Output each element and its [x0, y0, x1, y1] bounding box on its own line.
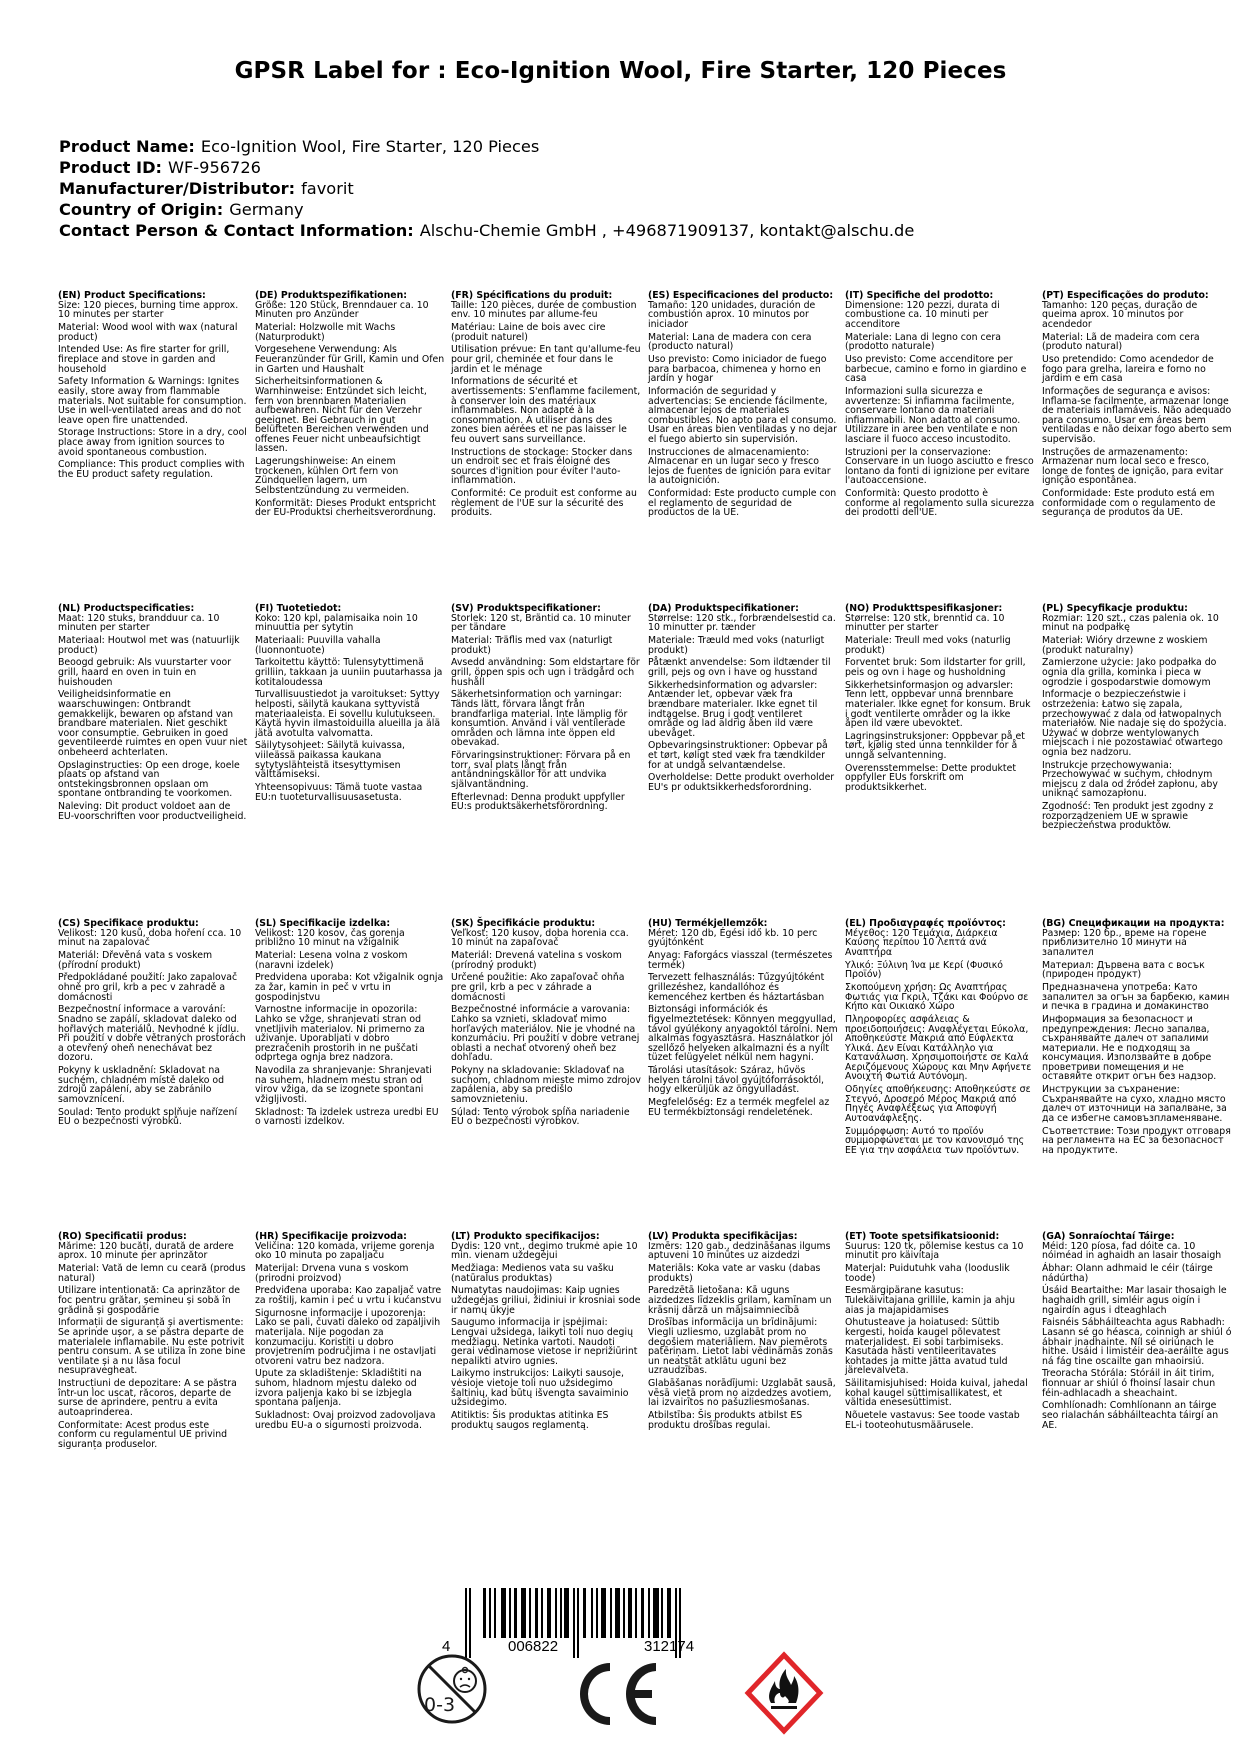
spec-paragraph: Uso pretendido: Como acendedor de fogo para grelha, lareira e forno no jardim e em casa	[1042, 353, 1214, 385]
spec-paragraph: Taille: 120 pièces, durée de combustion env. 10 minutes par allume-feu	[451, 299, 637, 321]
spec-paragraph: Størrelse: 120 stk., forbrændelsestid ca. 10 minutter pr. tænder	[648, 612, 836, 634]
spec-heading: (CS) Specifikace produktu:	[58, 918, 199, 929]
spec-paragraph: Υλικό: Ξύλινη Ίνα με Κερί (Φυσικό Προϊόν)	[845, 959, 1003, 981]
spec-heading: (HU) Termékjellemzők:	[648, 918, 768, 929]
barcode-bar	[623, 1588, 625, 1638]
spec-paragraph: Größe: 120 Stück, Brenndauer ca. 10 Minuten pro Anzünder	[255, 299, 429, 321]
barcode-group-left: 006822	[508, 1638, 559, 1655]
spec-heading: (RO) Specificatii produs:	[58, 1231, 187, 1242]
value: Eco-Ignition Wool, Fire Starter, 120 Pieces	[200, 137, 540, 156]
spec-heading: (LT) Produkto specifikacijos:	[451, 1231, 600, 1242]
spec-paragraph: Instructions de stockage: Stocker dans un endroit sec et frais éloigné des sources d'ignition pour éviter l'auto-inflammation.	[451, 446, 633, 487]
spec-paragraph: Información de seguridad y advertencias: Se enciende fácilmente, almacenar lejos de materiales combustibles. No apto para el consumo. Usar en áreas bien ventiladas y no dejar el fuego abierto sin supervisión.	[648, 385, 837, 445]
spec-paragraph: Säilytysohjeet: Säilytä kuivassa, viileässä paikassa kaukana sytytyslähteistä itsesyttymisen välttämiseksi.	[255, 740, 406, 781]
spec-paragraph: Anyag: Faforgács viasszal (természetes termék)	[648, 949, 833, 971]
spec-block	[648, 291, 838, 521]
spec-paragraph: Nõuetele vastavus: See toode vastab EL-i tooteohutusmäärusele.	[845, 1410, 1020, 1431]
spec-paragraph: Méret: 120 db, Égési idő kb. 10 perc gyújtónként	[648, 927, 818, 949]
spec-paragraph: Paredzētā lietošana: Kā uguns aizdedzes līdzeklis grilam, kamīnam un krāsnij dārzā un mājsaimniecībā	[648, 1285, 832, 1316]
barcode-bar	[653, 1588, 659, 1638]
spec-paragraph: Utilisation prévue: En tant qu'allume-feu pour gril, cheminée et four dans le jardin et le ménage	[451, 344, 641, 375]
spec-paragraph: Conformità: Questo prodotto è conforme al regolamento sulla sicurezza dei prodotti dell'UE.	[845, 488, 1035, 519]
label: Product Name:	[59, 137, 195, 156]
spec-paragraph: Ábhar: Olann adhmaid le céir (táirge nádúrtha)	[1042, 1262, 1213, 1284]
spec-block	[1042, 919, 1232, 1159]
spec-paragraph: Numatytas naudojimas: Kaip ugnies uždegėjas griliui, židiniui ir krosniai sode ir namų ūkyje	[451, 1285, 641, 1316]
spec-heading: (FI) Tuotetiedot:	[255, 603, 342, 614]
spec-paragraph: Förvaringsinstruktioner: Förvara på en torr, sval plats långt från antändningskällor för att undvika självantändning.	[451, 750, 631, 790]
spec-block	[845, 1232, 1035, 1433]
barcode-bar	[560, 1588, 562, 1638]
spec-paragraph: Tárolási utasítások: Száraz, hűvös helyen tárolni távol gyújtóforrásoktól, hogy elkerüljük az öngyulladást.	[648, 1065, 825, 1096]
barcode-bar	[641, 1588, 644, 1638]
spec-paragraph: Sicherheitsinformationen & Warnhinweise: Entzündet sich leicht, fern von brennbaren Materialien aufbewahren. Nicht für den Verzehr geeignet. Bei Gebrauch in gut belüfteten Bereichen verwenden und offenes Feuer nicht unbeaufsichtigt lassen.	[255, 376, 429, 455]
spec-paragraph: Suurus: 120 tk, põlemise kestus ca 10 minutit pro käivitaja	[845, 1240, 1024, 1262]
spec-paragraph: Zgodność: Ten produkt jest zgodny z rozporządzeniem UE w sprawie bezpieczeństwa produktów.	[1042, 801, 1214, 832]
spec-paragraph: Velikost: 120 kosov, čas gorenja približno 10 minut na vžigalnik	[255, 927, 405, 949]
spec-paragraph: Instrukcje przechowywania: Przechowywać w suchym, chłodnym miejscu z dala od źródeł zapłonu, aby uniknąć samozapłonu.	[1042, 759, 1218, 800]
spec-paragraph: Οδηγίες αποθήκευσης: Αποθηκεύστε σε Στεγνό, Δροσερό Μέρος Μακριά από Πηγές Αναφλέξεως για Αποφυγή Αυτοανάφλεξης.	[845, 1084, 1031, 1125]
barcode-bar	[596, 1588, 598, 1638]
spec-block	[255, 919, 445, 1130]
spec-paragraph: Súlad: Tento výrobok spĺňa nariadenie EÚ o bezpečnosti výrobkov.	[451, 1106, 630, 1128]
spec-heading: (SL) Specifikacije izdelka:	[255, 918, 391, 929]
spec-paragraph: Medžiaga: Medienos vata su vašku (natūralus produktas)	[451, 1262, 614, 1284]
spec-block	[648, 1232, 838, 1433]
spec-paragraph: Materiaal: Houtwol met was (natuurlijk product)	[58, 634, 240, 656]
spec-paragraph: Информация за безопасност и предупреждения: Лесно запалва, съхранявайте далеч от запалими материали. Не е подходящ за консумация. Използвайте в добре проветриви помещения и не оставяйте открит огън без надзор.	[1042, 1013, 1217, 1083]
spec-paragraph: Istruzioni per la conservazione: Conservare in un luogo asciutto e fresco lontano da fonti di ignizione per evitare l'autoaccensione.	[845, 446, 1034, 487]
spec-paragraph: Size: 120 pieces, burning time approx. 10 minutes per starter	[58, 299, 239, 321]
spec-paragraph: Предназначена употреба: Като запалител за огън за барбекю, камин и печка в градина и домакинство	[1042, 981, 1230, 1013]
spec-paragraph: Instrucțiuni de depozitare: A se păstra într-un loc uscat, răcoros, departe de surse de aprindere, pentru a evita autoaprinderea.	[58, 1378, 237, 1418]
spec-paragraph: Utilizare intenționată: Ca aprinzător de foc pentru grătar, șemineu și sobă în grădină și gospodărie	[58, 1285, 240, 1316]
spec-heading: (ES) Especificaciones del producto:	[648, 290, 834, 301]
spec-paragraph: Materiale: Træuld med voks (naturligt produkt)	[648, 634, 825, 656]
spec-heading: (EN) Product Specifications:	[58, 290, 206, 301]
spec-paragraph: Material: Lesena volna z voskom (naravni izdelek)	[255, 949, 408, 971]
spec-paragraph: Atbilstība: Šis produkts atbilst ES produktu drošības regulai.	[648, 1410, 803, 1431]
spec-paragraph: Material: Lana de madera con cera (producto natural)	[648, 331, 812, 353]
spec-paragraph: Размер: 120 бр., време на горене приблизително 10 минути на запалител	[1042, 927, 1207, 958]
spec-paragraph: Instrucciones de almacenamiento: Almacenar en un lugar seco y fresco lejos de fuentes de ignición para evitar la autoignición.	[648, 446, 831, 487]
spec-paragraph: Veľkosť: 120 kusov, doba horenia cca. 10 minút na zapaľovač	[451, 927, 629, 949]
spec-paragraph: Tamaño: 120 unidades, duración de combustión aprox. 10 minutos por iniciador	[648, 299, 816, 330]
spec-paragraph: Material: Träflis med vax (naturligt produkt)	[451, 634, 613, 656]
spec-paragraph: Materijal: Drvena vuna s voskom (prirodni proizvod)	[255, 1262, 409, 1284]
spec-paragraph: Informations de sécurité et avertissements: S'enflamme facilement, à conserver loin des matériaux inflammables. Non adapté à la consommation. À utiliser dans des zones bien aérées et ne pas laisser le feu ouvert sans surveillance.	[451, 376, 641, 445]
spec-paragraph: Pokyny na skladovanie: Skladovať na suchom, chladnom mieste mimo zdrojov zapálenia, aby sa predišlo samovznieteniu.	[451, 1065, 641, 1105]
spec-paragraph: Maat: 120 stuks, brandduur ca. 10 minuten per starter	[58, 612, 220, 634]
spec-paragraph: Σκοπούμενη χρήση: Ως Αναπτήρας Φωτιάς για Γκριλ, Τζάκι και Φούρνο σε Κήπο και Οικιακό Χώρο	[845, 981, 1029, 1013]
spec-paragraph: Méid: 120 píosa, fad dóite ca. 10 nóiméad in aghaidh an lasair thosaigh	[1042, 1240, 1222, 1262]
value: favorit	[301, 179, 354, 198]
barcode-bar	[635, 1588, 637, 1638]
spec-paragraph: Informazioni sulla sicurezza e avvertenze: Si infiamma facilmente, conservare lontano da materiali infiammabili. Non adatto al consumo. Utilizzare in aree ben ventilate e non lasciare il fuoco acceso incustodito.	[845, 385, 1021, 445]
spec-paragraph: Sigurnosne informacije i upozorenja: Lako se pali, čuvati daleko od zapaljivih materijala. Nije pogodan za konzumaciju. Koristiti u dobro provjetrenim područjima i ne ostavljati otvoreni vatru bez nadzora.	[255, 1307, 441, 1367]
spec-paragraph: Určené použitie: Ako zapaľovač ohňa pre gril, krb a pec v záhrade a domácnosti	[451, 972, 625, 1003]
spec-paragraph: Konformität: Dieses Produkt entspricht der EU-Produktsi cherheitsverordnung.	[255, 497, 436, 519]
spec-paragraph: Uso previsto: Como iniciador de fuego para barbacoa, chimenea y horno en jardín y hogar	[648, 353, 827, 385]
spec-block	[1042, 291, 1232, 521]
product-id-row	[59, 157, 914, 178]
barcode-bars	[465, 1588, 745, 1658]
spec-paragraph: Bezpečnostní informace a varování: Snadno se zapálí, skladovat daleko od hořlavých materiálů. Nevhodné k jídlu. Při použití v dobře větraných prostorách a otevřený oheň nenechávat bez dozoru.	[58, 1004, 246, 1064]
product-name-row	[59, 136, 914, 157]
spec-block	[451, 1232, 641, 1433]
spec-paragraph: Soulad: Tento produkt splňuje nařízení EU o bezpečnosti výrobků.	[58, 1106, 238, 1128]
spec-paragraph: Naleving: Dit product voldoet aan de EU-voorschriften voor productveiligheid.	[58, 801, 247, 822]
spec-paragraph: Størrelse: 120 stk, brenntid ca. 10 minutter per starter	[845, 612, 1005, 634]
barcode-bar	[489, 1588, 491, 1638]
ce-mark-icon	[578, 1660, 658, 1728]
spec-paragraph: Beoogd gebruik: Als vuurstarter voor grill, haard en oven in tuin en huishouden	[58, 657, 232, 688]
barcode-bar	[541, 1588, 543, 1638]
product-info	[59, 136, 914, 241]
spec-block	[1042, 604, 1232, 834]
barcode-bar	[591, 1588, 593, 1638]
page-title: GPSR Label for : Eco-Ignition Wool, Fire Starter, 120 Pieces	[234, 58, 1007, 84]
spec-block	[648, 919, 838, 1120]
spec-paragraph: Turvallisuustiedot ja varoitukset: Syttyy helposti, säilytä kaukana syttyvistä materiaaleista. Ei sovellu kulutukseen. Käytä hyvin ilmastoiduilla alueilla ja älä jätä avotulta valvomatta.	[255, 689, 441, 739]
barcode-bar	[555, 1588, 557, 1638]
spec-paragraph: Sikkerhedsinformation og advarsler: Antænder let, opbevar væk fra brændbare materialer. Ikke egnet til indtagelse. Brug i godt ventileret område og lad aldrig åben ild være ubevåget.	[648, 679, 818, 739]
spec-paragraph: Úsáid Beartaithe: Mar lasair thosaigh le haghaidh grill, simléir agus oigín i ngairdín agus i dteaghlach	[1042, 1285, 1227, 1316]
spec-paragraph: Påtænkt anvendelse: Som ildtænder til grill, pejs og ovn i have og husstand	[648, 657, 831, 678]
spec-block	[58, 919, 248, 1130]
barcode-bar	[601, 1588, 606, 1638]
country-row	[59, 199, 914, 220]
spec-paragraph: Opslaginstructies: Op een droge, koele plaats op afstand van ontstekingsbronnen opslaan om spontane ontbranding te voorkomen.	[58, 759, 240, 800]
spec-paragraph: Saugumo informacija ir įspėjimai: Lengvai užsidega, laikyti toli nuo degių medžiagų. Netinka vartoti. Naudoti gerai vėdinamose vietose ir neprižiūrint nepalikti atviro ugnies.	[451, 1317, 638, 1367]
barcode-group-right: 312174	[644, 1638, 695, 1655]
spec-paragraph: Conformité: Ce produit est conforme au règlement de l'UE sur la sécurité des produits.	[451, 488, 637, 519]
spec-paragraph: Lagerungshinweise: An einem trockenen, kühlen Ort fern von Zündquellen lagern, um Selbstentzündung zu vermeiden.	[255, 456, 410, 497]
spec-heading: (SK) Špecifikácie produktu:	[451, 918, 596, 929]
barcode-bar	[494, 1588, 496, 1638]
spec-paragraph: Yhteensopivuus: Tämä tuote vastaa EU:n tuoteturvallisuusasetusta.	[255, 782, 423, 803]
spec-paragraph: Materiale: Lana di legno con cera (prodotto naturale)	[845, 331, 1001, 353]
barcode-bar	[583, 1588, 586, 1638]
spec-paragraph: Atitiktis: Šis produktas atitinka ES produktų saugos reglamentą.	[451, 1410, 609, 1431]
spec-paragraph: Upute za skladištenje: Skladištiti na suhom, hladnom mjestu daleko od izvora paljenja kako bi se izbjegla spontana paljenja.	[255, 1368, 422, 1409]
spec-paragraph: Συμμόρφωση: Αυτό το προϊόν συμμορφώνεται με τον κανονισμό της ΕΕ για την ασφάλεια των προϊόντων.	[845, 1125, 1025, 1156]
label: Product ID:	[59, 158, 162, 177]
spec-paragraph: Materiale: Treull med voks (naturlig produkt)	[845, 634, 1011, 656]
value: Germany	[229, 200, 304, 219]
flammable-hazard-icon	[744, 1651, 824, 1735]
spec-paragraph: Megfelelőség: Ez a termék megfelel az EU termékbiztonsági rendeletének.	[648, 1097, 830, 1118]
spec-heading: (DA) Produktspecifikationer:	[648, 603, 799, 614]
spec-paragraph: Lagringsinstruksjoner: Oppbevar på et tørt, kjølig sted unna tennkilder for å unngå selvantenning.	[845, 730, 1025, 762]
spec-paragraph: Материал: Дървена вата с восък (природен продукт)	[1042, 959, 1205, 981]
spec-paragraph: Faisnéis Sábháilteachta agus Rabhadh: Lasann sé go héasca, coinnigh ar shiúl ó ábhair inadhainte. Níl sé oiriúnach le hithe. Úsáid i limistéir dea-aeráilte agus ná fág tine oscailte gan mhaoirsiú.	[1042, 1317, 1232, 1367]
spec-block	[58, 291, 248, 483]
spec-paragraph: Velikost: 120 kusů, doba hoření cca. 10 minut na zapalovač	[58, 927, 242, 949]
spec-paragraph: Materiał: Wióry drzewne z woskiem (produkt naturalny)	[1042, 634, 1208, 656]
ean-barcode	[432, 1588, 752, 1658]
spec-paragraph: Μέγεθος: 120 Τεμάχια, Διάρκεια Καύσης περίπου 10 Λεπτά ανά Αναπτήρα	[845, 927, 998, 958]
spec-block	[58, 604, 248, 825]
spec-heading: (FR) Spécifications du produit:	[451, 290, 613, 301]
spec-block	[845, 919, 1035, 1159]
spec-block	[58, 1232, 248, 1453]
spec-paragraph: Rozmiar: 120 szt., czas palenia ok. 10 minut na podpałkę	[1042, 612, 1219, 634]
spec-heading: (LV) Produkta specifikācijas:	[648, 1231, 798, 1242]
spec-block	[255, 1232, 445, 1433]
spec-paragraph: Materjal: Puidutuhk vaha (looduslik toode)	[845, 1262, 1010, 1284]
spec-heading: (NO) Produkttspesifikasjoner:	[845, 603, 1003, 614]
label: Contact Person & Contact Information:	[59, 221, 414, 240]
spec-paragraph: Veiligheidsinformatie en waarschuwingen: Ontbrandt gemakkelijk, bewaren op afstand van brandbare materialen. Niet geschikt voor consumptie. Gebruiken in goed geventileerde ruimtes en open vuur niet onbeheerd achterlaten.	[58, 689, 248, 758]
barcode-bar	[667, 1588, 671, 1638]
label: Manufacturer/Distributor:	[59, 179, 296, 198]
spec-paragraph: Drošības informācija un brīdinājumi: Viegli uzliesmo, uzglabāt prom no degošiem materiāliem. Nav piemērots patēriņam. Lietot labi vēdināmās zonās un neatstāt atklātu uguni bez uzraudzības.	[648, 1317, 833, 1377]
spec-paragraph: Koko: 120 kpl, palamisaika noin 10 minuuttia per sytytin	[255, 612, 418, 634]
spec-paragraph: Predvidena uporaba: Kot vžigalnik ognja za žar, kamin in peč v vrtu in gospodinjstvu	[255, 972, 444, 1003]
spec-heading: (PL) Specyfikacje produktu:	[1042, 603, 1188, 614]
barcode-bar	[564, 1588, 569, 1638]
spec-paragraph: Pokyny k uskladnění: Skladovat na suchém, chladném místě daleko od zdrojů zapálení, aby se zabránilo samovznícení.	[58, 1065, 225, 1105]
value: WF-956726	[167, 158, 261, 177]
contact-row	[59, 220, 914, 241]
spec-paragraph: Tervezett felhasználás: Tűzgyújtóként grillezéshez, kandallóhoz és kemencéhez kertben és háztartásban	[648, 972, 825, 1003]
barcode-bar	[483, 1588, 486, 1638]
spec-paragraph: Glabāšanas norādījumi: Uzglabāt sausā, vēsā vietā prom no aizdedzes avotiem, lai izvairītos no pašuzliesmošanas.	[648, 1378, 836, 1409]
spec-paragraph: Mărime: 120 bucăți, durată de ardere aprox. 10 minute per aprinzător	[58, 1240, 234, 1262]
label: Country of Origin:	[59, 200, 224, 219]
spec-paragraph: Conformidad: Este producto cumple con el reglamento de seguridad de productos de la UE.	[648, 488, 837, 519]
spec-paragraph: Navodila za shranjevanje: Shranjevati na suhem, hladnem mestu stran od virov vžiga, da se izognete spontani vžigljivosti.	[255, 1065, 432, 1105]
spec-block	[648, 604, 838, 796]
barcode-bar	[535, 1588, 538, 1638]
spec-block	[255, 604, 445, 805]
spec-paragraph: Informações de segurança e avisos: Inflama-se facilmente, armazenar longe de materiais inflamáveis. Não adequado para consumo. Usar em áreas bem ventiladas e não deixar fogo aberto sem supervisão.	[1042, 385, 1232, 445]
spec-paragraph: Tarkoitettu käyttö: Tulensytyttimenä grilliin, takkaan ja uuniin puutarhassa ja kotitaloudessa	[255, 657, 443, 688]
value: Alschu-Chemie GmbH , +496871909137, kontakt@alschu.de	[419, 221, 915, 240]
spec-block	[451, 604, 641, 815]
spec-paragraph: Material: Wood wool with wax (natural product)	[58, 321, 238, 343]
spec-paragraph: Varnostne informacije in opozorila: Lahko se vžge, shranjevati stran od vnetljivih materialov. Ni primerno za uživanje. Uporabljati v dobro prezračenih prostorih in ne puščati odprtega ognja brez nadzora.	[255, 1004, 425, 1064]
spec-block	[1042, 1232, 1232, 1433]
spec-paragraph: Sikkerhetsinformasjon og advarsler: Tenn lett, oppbevar unna brennbare materialer. Ikke egnet for konsum. Bruk i godt ventilerte områder og la ikke åpen ild være ubevoktet.	[845, 679, 1031, 730]
spec-paragraph: Eesmärgipärane kasutus: Tulekäivitajana grillile, kamin ja ahju aias ja majapidamises	[845, 1285, 1016, 1316]
spec-paragraph: Dydis: 120 vnt., degimo trukmė apie 10 min. vienam uždegėjui	[451, 1240, 638, 1262]
spec-paragraph: Předpokládané použití: Jako zapalovač ohně pro gril, krb a pec v zahradě a domácnosti	[58, 972, 238, 1003]
spec-paragraph: Compliance: This product complies with the EU product safety regulation.	[58, 459, 245, 481]
spec-paragraph: Biztonsági információk és figyelmeztetések: Könnyen meggyullad, távol gyúlékony anyagoktól tárolni. Nem alkalmas fogyasztásra. Használatkor jól szellőző helyeken alkalmazni és a nyílt tüzet felügyelet nélkül nem hagyni.	[648, 1004, 838, 1064]
spec-paragraph: Material: Holzwolle mit Wachs (Naturprodukt)	[255, 321, 396, 343]
barcode-bar	[501, 1588, 506, 1638]
barcode-bar	[648, 1588, 650, 1638]
spec-heading: (DE) Produktspezifikationen:	[255, 290, 407, 301]
spec-paragraph: Laikymo instrukcijos: Laikyti sausoje, vėsioje vietoje toli nuo užsidegimo šaltinių, kad būtų išvengta savaiminio užsidegimo.	[451, 1368, 629, 1409]
spec-paragraph: Comhlíonadh: Comhlíonann an táirge seo rialachán sábháilteachta táirgí an AE.	[1042, 1400, 1219, 1431]
spec-paragraph: Overensstemmelse: Dette produktet oppfyller EUs forskrift om produktsikkerhet.	[845, 762, 1016, 794]
spec-paragraph: Intended Use: As fire starter for grill, fireplace and stove in garden and household	[58, 344, 230, 375]
spec-paragraph: Efterlevnad: Denna produkt uppfyller EU:s produktsäkerhetsförordning.	[451, 791, 625, 813]
spec-paragraph: Predviđena uporaba: Kao zapaljač vatre za roštilj, kamin i peć u vrtu i kućanstvu	[255, 1285, 442, 1306]
barcode-bar	[610, 1588, 612, 1638]
barcode-bar	[465, 1588, 467, 1658]
manufacturer-row	[59, 178, 914, 199]
spec-paragraph: Ohutusteave ja hoiatused: Süttib kergesti, hoida kaugel põlevatest materjalidest. Ei sobi tarbimiseks. Kasutada hästi ventileeritavates kohtades ja mitte jätta avatud tuld järelevalveta.	[845, 1317, 1008, 1377]
spec-heading: (HR) Specifikacije proizvoda:	[255, 1231, 407, 1242]
spec-paragraph: Dimensione: 120 pezzi, durata di combustione ca. 10 minuti per accenditore	[845, 299, 1000, 330]
spec-paragraph: Overholdelse: Dette produkt overholder EU's pr oduktsikkerhedsforordning.	[648, 772, 835, 794]
spec-block	[845, 604, 1035, 796]
spec-paragraph: Tamanho: 120 peças, duração de queima aprox. 10 minutos por acendedor	[1042, 299, 1198, 330]
barcode-bar	[628, 1588, 632, 1638]
spec-heading: (SV) Produktspecifikationer:	[451, 603, 601, 614]
spec-block	[255, 291, 445, 521]
spec-heading: (PT) Especificações do produto:	[1042, 290, 1209, 301]
spec-paragraph: Materiál: Drevená vatelina s voskom (prírodný produkt)	[451, 949, 622, 971]
spec-paragraph: Informacje o bezpieczeństwie i ostrzeżenia: Łatwo się zapala, przechowywać z dala od łatwopalnych materiałów. Nie nadaje się do spożycia. Używać w dobrze wentylowanych miejscach i nie pozostawiać otwartego ognia bez nadzoru.	[1042, 689, 1227, 758]
spec-paragraph: Veličina: 120 komada, vrijeme gorenja oko 10 minuta po zapaljaču	[255, 1240, 435, 1262]
spec-paragraph: Opbevaringsinstruktioner: Opbevar på et tørt, køligt sted væk fra tændkilder for at undgå selvantændelse.	[648, 740, 828, 771]
spec-paragraph: Uso previsto: Come accenditore per barbecue, camino e forno in giardino e casa	[845, 353, 1027, 385]
spec-paragraph: Material: Vată de lemn cu ceară (produs natural)	[58, 1262, 246, 1284]
spec-paragraph: Informații de siguranță și avertismente: Se aprinde ușor, a se păstra departe de materialele inflamabile. Nu este potrivit pentru consum. A se utiliza în zone bine ventilate și a nu lăsa focul nesupravegheat.	[58, 1317, 246, 1377]
age-label: 0-3	[424, 1694, 456, 1716]
spec-paragraph: Vorgesehene Verwendung: Als Feueranzünder für Grill, Kamin und Ofen in Garten und Haushalt	[255, 344, 445, 375]
spec-paragraph: Skladnost: Ta izdelek ustreza uredbi EU o varnosti izdelkov.	[255, 1106, 439, 1128]
barcode-bar	[547, 1588, 551, 1638]
spec-paragraph: Πληροφορίες ασφάλειας & προειδοποιήσεις: Αναφλέγεται Εύκολα, Αποθηκεύστε Μακριά από Εύφλεκτα Υλικά. Δεν Είναι Κατάλληλο για Κατανάλωση. Χρησιμοποιήστε σε Καλά Αεριζόμενους Χώρους και Μην Αφήνετε Ανοιχτή Φωτιά Αυτόνομη.	[845, 1013, 1032, 1083]
spec-paragraph: Instruções de armazenamento: Armazenar num local seco e fresco, longe de fontes de ignição, para evitar ignição espontânea.	[1042, 446, 1224, 487]
spec-paragraph: Sukladnost: Ovaj proizvod zadovoljava uredbu EU-a o sigurnosti proizvoda.	[255, 1410, 436, 1431]
spec-paragraph: Matériau: Laine de bois avec cire (produit naturel)	[451, 321, 606, 343]
spec-paragraph: Säilitamisjuhised: Hoida kuival, jahedal kohal kaugel süttimisallikatest, et vältida enesesüttimist.	[845, 1378, 1028, 1409]
spec-paragraph: Storlek: 120 st, Bräntid ca. 10 minuter per tändare	[451, 612, 631, 634]
spec-heading: (ET) Toote spetsifikatsioonid:	[845, 1231, 1000, 1242]
spec-heading: (IT) Specifiche del prodotto:	[845, 290, 994, 301]
barcode-bar	[577, 1588, 579, 1658]
spec-paragraph: Storage Instructions: Store in a dry, cool place away from ignition sources to avoid spontaneous combustion.	[58, 427, 247, 458]
spec-paragraph: Izmērs: 120 gab., dedzināšanas ilgums aptuveni 10 minūtes uz aizdedzi	[648, 1240, 831, 1262]
barcode-bar	[469, 1588, 471, 1658]
barcode-bar	[514, 1588, 517, 1638]
barcode-bar	[509, 1588, 511, 1638]
barcode-bar	[521, 1588, 526, 1638]
spec-heading: (GA) Sonraíochtaí Táirge:	[1042, 1231, 1175, 1242]
spec-heading: (EL) Προδιαγραφές προϊόντος:	[845, 918, 1006, 929]
spec-paragraph: Съответствие: Този продукт отговаря на регламента на ЕС за безопасност на продуктите.	[1042, 1125, 1231, 1156]
spec-heading: (BG) Спецификации на продукта:	[1042, 918, 1225, 929]
spec-block	[845, 291, 1035, 521]
spec-paragraph: Avsedd användning: Som eldstartare för grill, öppen spis och ugn i trädgård och hushåll	[451, 657, 640, 688]
spec-paragraph: Säkerhetsinformation och varningar: Tänds lätt, förvara långt från brandfarliga material. Inte lämplig för konsumtion. Använd i väl ventilerade områden och lämna inte öppen eld obevakad.	[451, 689, 628, 749]
barcode-digit-first: 4	[442, 1638, 451, 1655]
barcode-bar	[573, 1588, 575, 1658]
spec-paragraph: Material: Lã de madeira com cera (produto natural)	[1042, 331, 1200, 353]
spec-paragraph: Materiaali: Puuvilla vahalla (luonnontuote)	[255, 634, 381, 656]
spec-paragraph: Инструкции за съхранение: Съхранявайте на сухо, хладно място далеч от източници на запалване, за да се избегне самовъзпламеняване.	[1042, 1084, 1227, 1125]
spec-paragraph: Materiāls: Koka vate ar vasku (dabas produkts)	[648, 1262, 821, 1284]
barcode-bar	[615, 1588, 620, 1638]
spec-heading: (NL) Productspecificaties:	[58, 603, 195, 614]
spec-paragraph: Zamierzone użycie: Jako podpałka do ognia dla grilla, kominka i pieca w ogrodzie i gospodarstwie domowym	[1042, 657, 1217, 688]
spec-paragraph: Materiál: Dřevěná vata s voskem (přírodní produkt)	[58, 949, 213, 971]
spec-paragraph: Treoracha Stórála: Stóráil in áit tirim, fionnuar ar shiúl ó fhoinsí lasair chun féin-adhlacadh a sheachaint.	[1042, 1368, 1216, 1399]
barcode-bar	[661, 1588, 663, 1638]
spec-paragraph: Bezpečnostné informácie a varovania: Ľahko sa vznieti, skladovať mimo horľavých materiálov. Nie je vhodné na konzumáciu. Pri použití v dobre vetranej oblasti a nechať otvorený oheň bez dohľadu.	[451, 1004, 640, 1064]
not-for-children-0-3-icon	[416, 1651, 488, 1727]
spec-paragraph: Safety Information & Warnings: Ignites easily, store away from flammable materials. Not suitable for consumption. Use in well-ventilated areas and do not leave open fire unattended.	[58, 376, 247, 426]
spec-block	[451, 919, 641, 1130]
barcode-bar	[529, 1588, 531, 1638]
spec-block	[451, 291, 641, 521]
spec-paragraph: Conformidade: Este produto está em conformidade com o regulamento de segurança de produtos da UE.	[1042, 488, 1216, 519]
spec-paragraph: Forventet bruk: Som ildstarter for grill, peis og ovn i hage og husholdning	[845, 657, 1026, 678]
spec-paragraph: Conformitate: Acest produs este conform cu regulamentul UE privind siguranța produselor.	[58, 1419, 228, 1450]
